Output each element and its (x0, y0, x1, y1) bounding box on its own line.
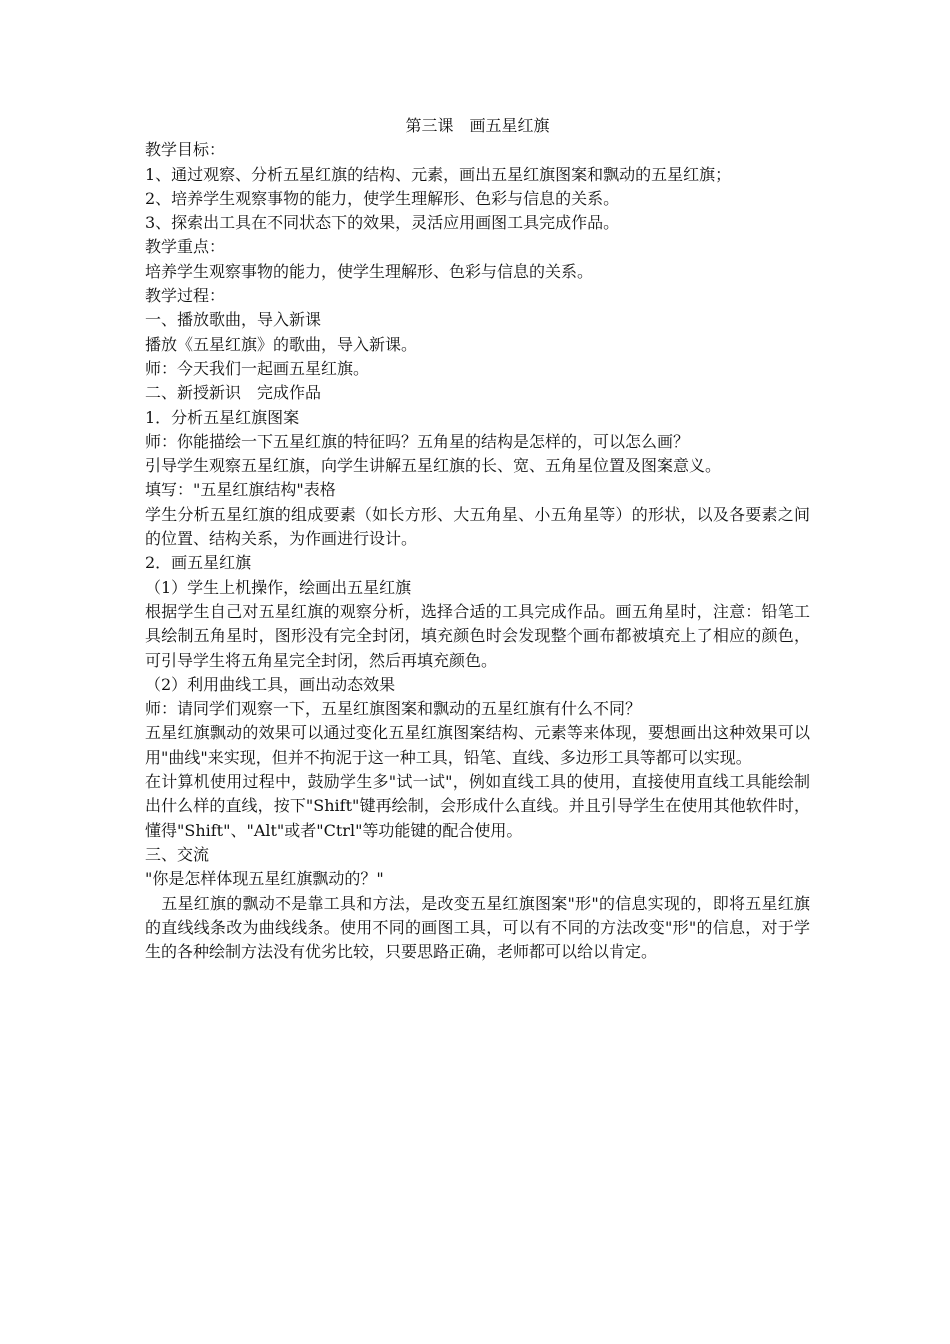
section-2-paragraph-4: 学生分析五星红旗的组成要素（如长方形、大五角星、小五角星等）的形状，以及各要素之间的位置、结构关系，为作画进行设计。 (145, 504, 810, 549)
focus-text: 培养学生观察事物的能力，使学生理解形、色彩与信息的关系。 (145, 261, 594, 281)
step-heading-2: （2）利用曲线工具，画出动态效果 (145, 674, 396, 694)
goal-item-1: 1、通过观察、分析五星红旗的结构、元素，画出五星红旗图案和飘动的五星红旗； (145, 164, 732, 184)
section-heading-1: 一、播放歌曲，导入新课 (145, 310, 322, 330)
step-2-paragraph-1: 师：请同学们观察一下，五星红旗图案和飘动的五星红旗有什么不同？ (145, 699, 642, 719)
goal-item-3: 3、探索出工具在不同状态下的效果，灵活应用画图工具完成作品。 (145, 213, 620, 233)
step-2-paragraph-2: 五星红旗飘动的效果可以通过变化五星红旗图案结构、元素等来体现，要想画出这种效果可以用"曲线"来实现，但并不拘泥于这一种工具，铅笔、直线、多边形工具等都可以实现。 (145, 723, 810, 767)
subsection-heading-2-1: 1．分析五星红旗图案 (145, 407, 300, 427)
document-body (145, 114, 810, 964)
step-1-paragraph: 根据学生自己对五星红旗的观察分析，选择合适的工具完成作品。画五角星时，注意：铅笔工具绘制五角星时，图形没有完全封闭，填充颜色时会发现整个画布都被填充上了相应的颜色，可引导学生将五角星完全封闭，然后再填充颜色。 (145, 601, 810, 670)
lesson-title: 第三课 画五星红旗 (405, 116, 550, 135)
heading-teaching-focus: 教学重点： (145, 237, 226, 257)
step-2-paragraph-3: 在计算机使用过程中，鼓励学生多"试一试"，例如直线工具的使用，直接使用直线工具能绘制出什么样的直线，按下"Shift"键再绘制，会形成什么直线。并且引导学生在使用其他软件时，懂得"Shift"、"Alt"或者"Ctrl"等功能键的配合使用。 (145, 772, 810, 840)
section-2-paragraph-3: 填写："五星红旗结构"表格 (145, 480, 336, 500)
subsection-heading-2-2: 2．画五星红旗 (145, 553, 252, 573)
section-3-paragraph: 五星红旗的飘动不是靠工具和方法，是改变五星红旗图案"形"的信息实现的，即将五星红旗的直线线条改为曲线线条。使用不同的画图工具，可以有不同的方法改变"形"的信息，对于学生的各种绘制方法没有优劣比较，只要思路正确，老师都可以给以肯定。 (145, 893, 810, 962)
heading-teaching-goals: 教学目标： (145, 140, 226, 160)
goal-item-2: 2、培养学生观察事物的能力，使学生理解形、色彩与信息的关系。 (145, 188, 620, 208)
heading-teaching-process: 教学过程： (145, 286, 226, 306)
section-heading-3: 三、交流 (145, 844, 210, 864)
section-1-paragraph-1: 播放《五星红旗》的歌曲，导入新课。 (145, 334, 418, 354)
step-heading-1: （1）学生上机操作，绘画出五星红旗 (145, 577, 412, 597)
section-2-paragraph-2: 引导学生观察五星红旗，向学生讲解五星红旗的长、宽、五角星位置及图案意义。 (145, 456, 722, 476)
section-heading-2: 二、新授新识 完成作品 (145, 383, 322, 403)
section-3-question: "你是怎样体现五星红旗飘动的？" (145, 869, 384, 889)
section-2-paragraph-1: 师：你能描绘一下五星红旗的特征吗？五角星的结构是怎样的，可以怎么画？ (145, 431, 690, 451)
section-1-paragraph-2: 师：今天我们一起画五星红旗。 (145, 358, 370, 378)
